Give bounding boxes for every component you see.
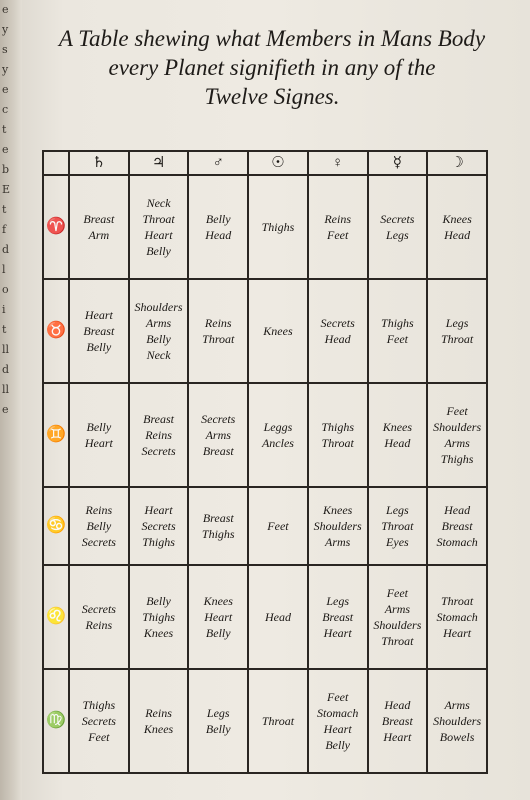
body-member: Knees	[203, 594, 233, 609]
body-member: Shoulders	[433, 419, 482, 434]
body-member: Belly	[86, 518, 112, 533]
body-member: Belly	[86, 339, 112, 354]
cell-cancer-mars	[188, 487, 248, 566]
cell-taurus-moon	[427, 279, 487, 383]
body-member: Throat	[381, 518, 414, 533]
spine-fragment: t	[2, 203, 7, 216]
cell-cancer-mercury	[368, 487, 428, 566]
body-member: Bowels	[439, 730, 475, 745]
body-member: Feet	[327, 690, 349, 705]
body-member: Secrets	[81, 714, 116, 729]
body-member: Head	[324, 331, 351, 346]
body-member: Reins	[85, 502, 113, 517]
cell-taurus-jupiter	[129, 279, 189, 383]
body-member: Stomach	[317, 706, 359, 721]
cell-leo-venus	[308, 565, 368, 669]
planet-saturn-symbol: ♄	[69, 151, 129, 175]
planet-jupiter-symbol: ♃	[129, 151, 189, 175]
cell-gemini-mars	[188, 383, 248, 487]
body-member: Head	[384, 698, 411, 713]
cell-virgo-jupiter	[129, 669, 189, 773]
cell-aries-mercury	[368, 175, 428, 279]
spine-text-fragments	[2, 0, 20, 800]
cell-cancer-moon	[427, 487, 487, 566]
body-member: Breast	[202, 510, 234, 525]
body-member: Knees	[323, 502, 353, 517]
spine-fragment: l	[2, 263, 6, 276]
title-line-3: Twelve Signes.	[204, 84, 340, 109]
body-member: Feet	[446, 403, 468, 418]
book-spine-edge	[0, 0, 22, 800]
sign-row-taurus	[43, 279, 487, 383]
cell-taurus-sun	[248, 279, 308, 383]
cell-virgo-venus	[308, 669, 368, 773]
spine-fragment: e	[2, 403, 9, 416]
spine-fragment: f	[2, 223, 7, 236]
body-member: Belly	[146, 594, 171, 609]
body-member: Reins	[204, 315, 232, 330]
body-member: Knees	[143, 626, 174, 641]
spine-fragment: ll	[2, 383, 10, 396]
title-line-1: A Table shewing what Members in Mans Body	[58, 26, 486, 51]
spine-fragment: t	[2, 123, 7, 136]
cell-cancer-venus	[308, 487, 368, 566]
planet-header-row	[43, 151, 487, 175]
body-member: Reins	[85, 618, 113, 633]
cell-virgo-sun	[248, 669, 308, 773]
cell-aries-moon	[427, 175, 487, 279]
body-member: Arms	[205, 427, 231, 442]
body-member: Heart	[84, 435, 113, 450]
body-member: Reins	[145, 427, 172, 442]
body-member: Ancles	[261, 435, 294, 450]
body-member: Legs	[326, 594, 349, 609]
zodiac-aries-symbol: ♈	[43, 175, 69, 279]
cell-virgo-mercury	[368, 669, 428, 773]
body-member: Throat	[440, 594, 474, 609]
planet-moon-symbol: ☽	[427, 151, 487, 175]
body-member: Feet	[386, 331, 409, 346]
body-member: Heart	[323, 626, 352, 641]
sign-row-virgo	[43, 669, 487, 773]
sign-row-gemini	[43, 383, 487, 487]
body-member: Feet	[88, 730, 110, 745]
cell-aries-mars	[188, 175, 248, 279]
zodiac-leo-symbol: ♌	[43, 565, 69, 669]
body-member: Head	[384, 435, 411, 450]
header-corner-cell	[43, 151, 69, 175]
planet-mercury-symbol: ☿	[368, 151, 428, 175]
body-member: Stomach	[436, 610, 478, 625]
title-line-2: every Planet signifieth in any of the	[108, 55, 436, 80]
body-member: Secrets	[81, 534, 116, 549]
body-member: Feet	[386, 586, 409, 601]
cell-gemini-venus	[308, 383, 368, 487]
spine-fragment: c	[2, 103, 9, 116]
body-member: Arms	[384, 602, 411, 617]
spine-fragment: o	[2, 283, 9, 296]
cell-leo-mercury	[368, 565, 428, 669]
spine-fragment: e	[2, 83, 9, 96]
body-member: Stomach	[436, 534, 478, 549]
body-member: Throat	[202, 331, 235, 346]
body-member: Legs	[386, 502, 409, 517]
cell-taurus-mars	[188, 279, 248, 383]
body-member: Head	[444, 502, 471, 517]
body-member: Shoulders	[134, 299, 183, 314]
body-member: Knees	[263, 323, 293, 338]
body-member: Heart	[204, 610, 233, 625]
cell-virgo-moon	[427, 669, 487, 773]
body-member: Belly	[86, 419, 112, 434]
body-member: Breast	[322, 610, 354, 625]
body-member: Leggs	[263, 419, 293, 434]
cell-gemini-sun	[248, 383, 308, 487]
body-member: Neck	[146, 195, 171, 210]
body-member: Heart	[323, 722, 352, 737]
body-member: Arms	[145, 315, 172, 330]
body-member: Feet	[327, 227, 349, 242]
body-member: Arms	[444, 698, 470, 713]
body-member: Thighs	[321, 419, 354, 434]
spine-fragment: b	[2, 163, 10, 176]
body-member: Thighs	[82, 698, 116, 713]
cell-cancer-jupiter	[129, 487, 189, 566]
planet-mars-symbol: ♂	[188, 151, 248, 175]
body-member: Head	[444, 227, 471, 242]
body-member: Neck	[146, 347, 171, 362]
body-member: Head	[205, 227, 232, 242]
page-title	[22, 24, 522, 111]
body-member: Throat	[261, 714, 295, 729]
body-member: Belly	[146, 331, 171, 346]
zodiac-virgo-symbol: ♍	[43, 669, 69, 773]
cell-leo-mars	[188, 565, 248, 669]
body-member: Secrets	[320, 315, 355, 330]
body-member: Heart	[443, 626, 472, 641]
body-member: Throat	[381, 634, 414, 649]
body-member: Feet	[267, 518, 289, 533]
body-member: Breast	[83, 323, 115, 338]
body-member: Thighs	[261, 219, 295, 234]
body-member: Thighs	[381, 315, 414, 330]
body-member: Eyes	[386, 534, 409, 549]
body-member: Breast	[83, 211, 115, 226]
cell-leo-saturn	[69, 565, 129, 669]
spine-fragment: y	[2, 23, 9, 36]
cell-gemini-jupiter	[129, 383, 189, 487]
spine-fragment: e	[2, 143, 9, 156]
body-member: Knees	[382, 419, 413, 434]
spine-fragment: t	[2, 323, 7, 336]
cell-aries-jupiter	[129, 175, 189, 279]
body-member: Belly	[205, 626, 231, 641]
body-member: Secrets	[380, 211, 415, 226]
body-member: Heart	[144, 227, 173, 242]
body-member: Throat	[142, 211, 175, 226]
spine-fragment: i	[2, 303, 6, 316]
cell-cancer-saturn	[69, 487, 129, 566]
cell-aries-saturn	[69, 175, 129, 279]
body-member: Thighs	[201, 526, 235, 541]
body-member: Legs	[386, 227, 409, 242]
spine-fragment: y	[2, 63, 9, 76]
planet-members-table	[42, 150, 488, 774]
cell-gemini-moon	[427, 383, 487, 487]
spine-fragment: s	[2, 43, 8, 56]
body-member: Arms	[444, 435, 470, 450]
body-member: Breast	[202, 443, 234, 458]
body-member: Heart	[383, 730, 412, 745]
spine-fragment: E	[2, 183, 11, 196]
body-member: Legs	[206, 706, 230, 721]
body-member: Secrets	[201, 411, 236, 426]
body-member: Belly	[205, 722, 231, 737]
spine-fragment: ll	[2, 343, 10, 356]
body-member: Breast	[381, 714, 413, 729]
body-member: Breast	[441, 518, 473, 533]
body-member: Secrets	[141, 518, 176, 533]
body-member: Reins	[324, 211, 351, 226]
sign-row-cancer	[43, 487, 487, 566]
body-member: Arms	[324, 534, 351, 549]
spine-fragment: e	[2, 3, 9, 16]
cell-aries-sun	[248, 175, 308, 279]
body-member: Shoulders	[313, 518, 362, 533]
cell-virgo-saturn	[69, 669, 129, 773]
body-member: Secrets	[141, 443, 176, 458]
sign-row-aries	[43, 175, 487, 279]
zodiac-gemini-symbol: ♊	[43, 383, 69, 487]
body-member: Heart	[84, 307, 113, 322]
body-member: Breast	[143, 411, 174, 426]
cell-cancer-sun	[248, 487, 308, 566]
body-member: Thighs	[142, 534, 175, 549]
body-member: Knees	[442, 211, 472, 226]
body-member: Head	[264, 610, 291, 625]
cell-taurus-mercury	[368, 279, 428, 383]
body-member: Secrets	[81, 602, 116, 617]
cell-leo-jupiter	[129, 565, 189, 669]
cell-gemini-mercury	[368, 383, 428, 487]
planet-sun-symbol: ☉	[248, 151, 308, 175]
cell-taurus-saturn	[69, 279, 129, 383]
body-member: Legs	[445, 315, 469, 330]
planet-venus-symbol: ♀	[308, 151, 368, 175]
sign-row-leo	[43, 565, 487, 669]
spine-fragment: d	[2, 363, 10, 376]
body-member: Belly	[146, 243, 171, 258]
body-member: Reins	[145, 706, 172, 721]
body-member: Throat	[440, 331, 474, 346]
cell-taurus-venus	[308, 279, 368, 383]
body-member: Shoulders	[373, 618, 422, 633]
cell-leo-sun	[248, 565, 308, 669]
cell-leo-moon	[427, 565, 487, 669]
cell-virgo-mars	[188, 669, 248, 773]
spine-fragment: d	[2, 243, 10, 256]
body-member: Belly	[205, 211, 231, 226]
body-member: Throat	[321, 435, 354, 450]
body-member: Thighs	[440, 451, 474, 466]
body-member: Thighs	[142, 610, 175, 625]
body-member: Belly	[325, 738, 350, 753]
cell-aries-venus	[308, 175, 368, 279]
body-member: Arm	[88, 227, 110, 242]
cell-gemini-saturn	[69, 383, 129, 487]
body-member: Knees	[143, 722, 174, 737]
zodiac-taurus-symbol: ♉	[43, 279, 69, 383]
zodiac-cancer-symbol: ♋	[43, 487, 69, 566]
body-member: Heart	[144, 502, 173, 517]
body-member: Shoulders	[433, 714, 482, 729]
